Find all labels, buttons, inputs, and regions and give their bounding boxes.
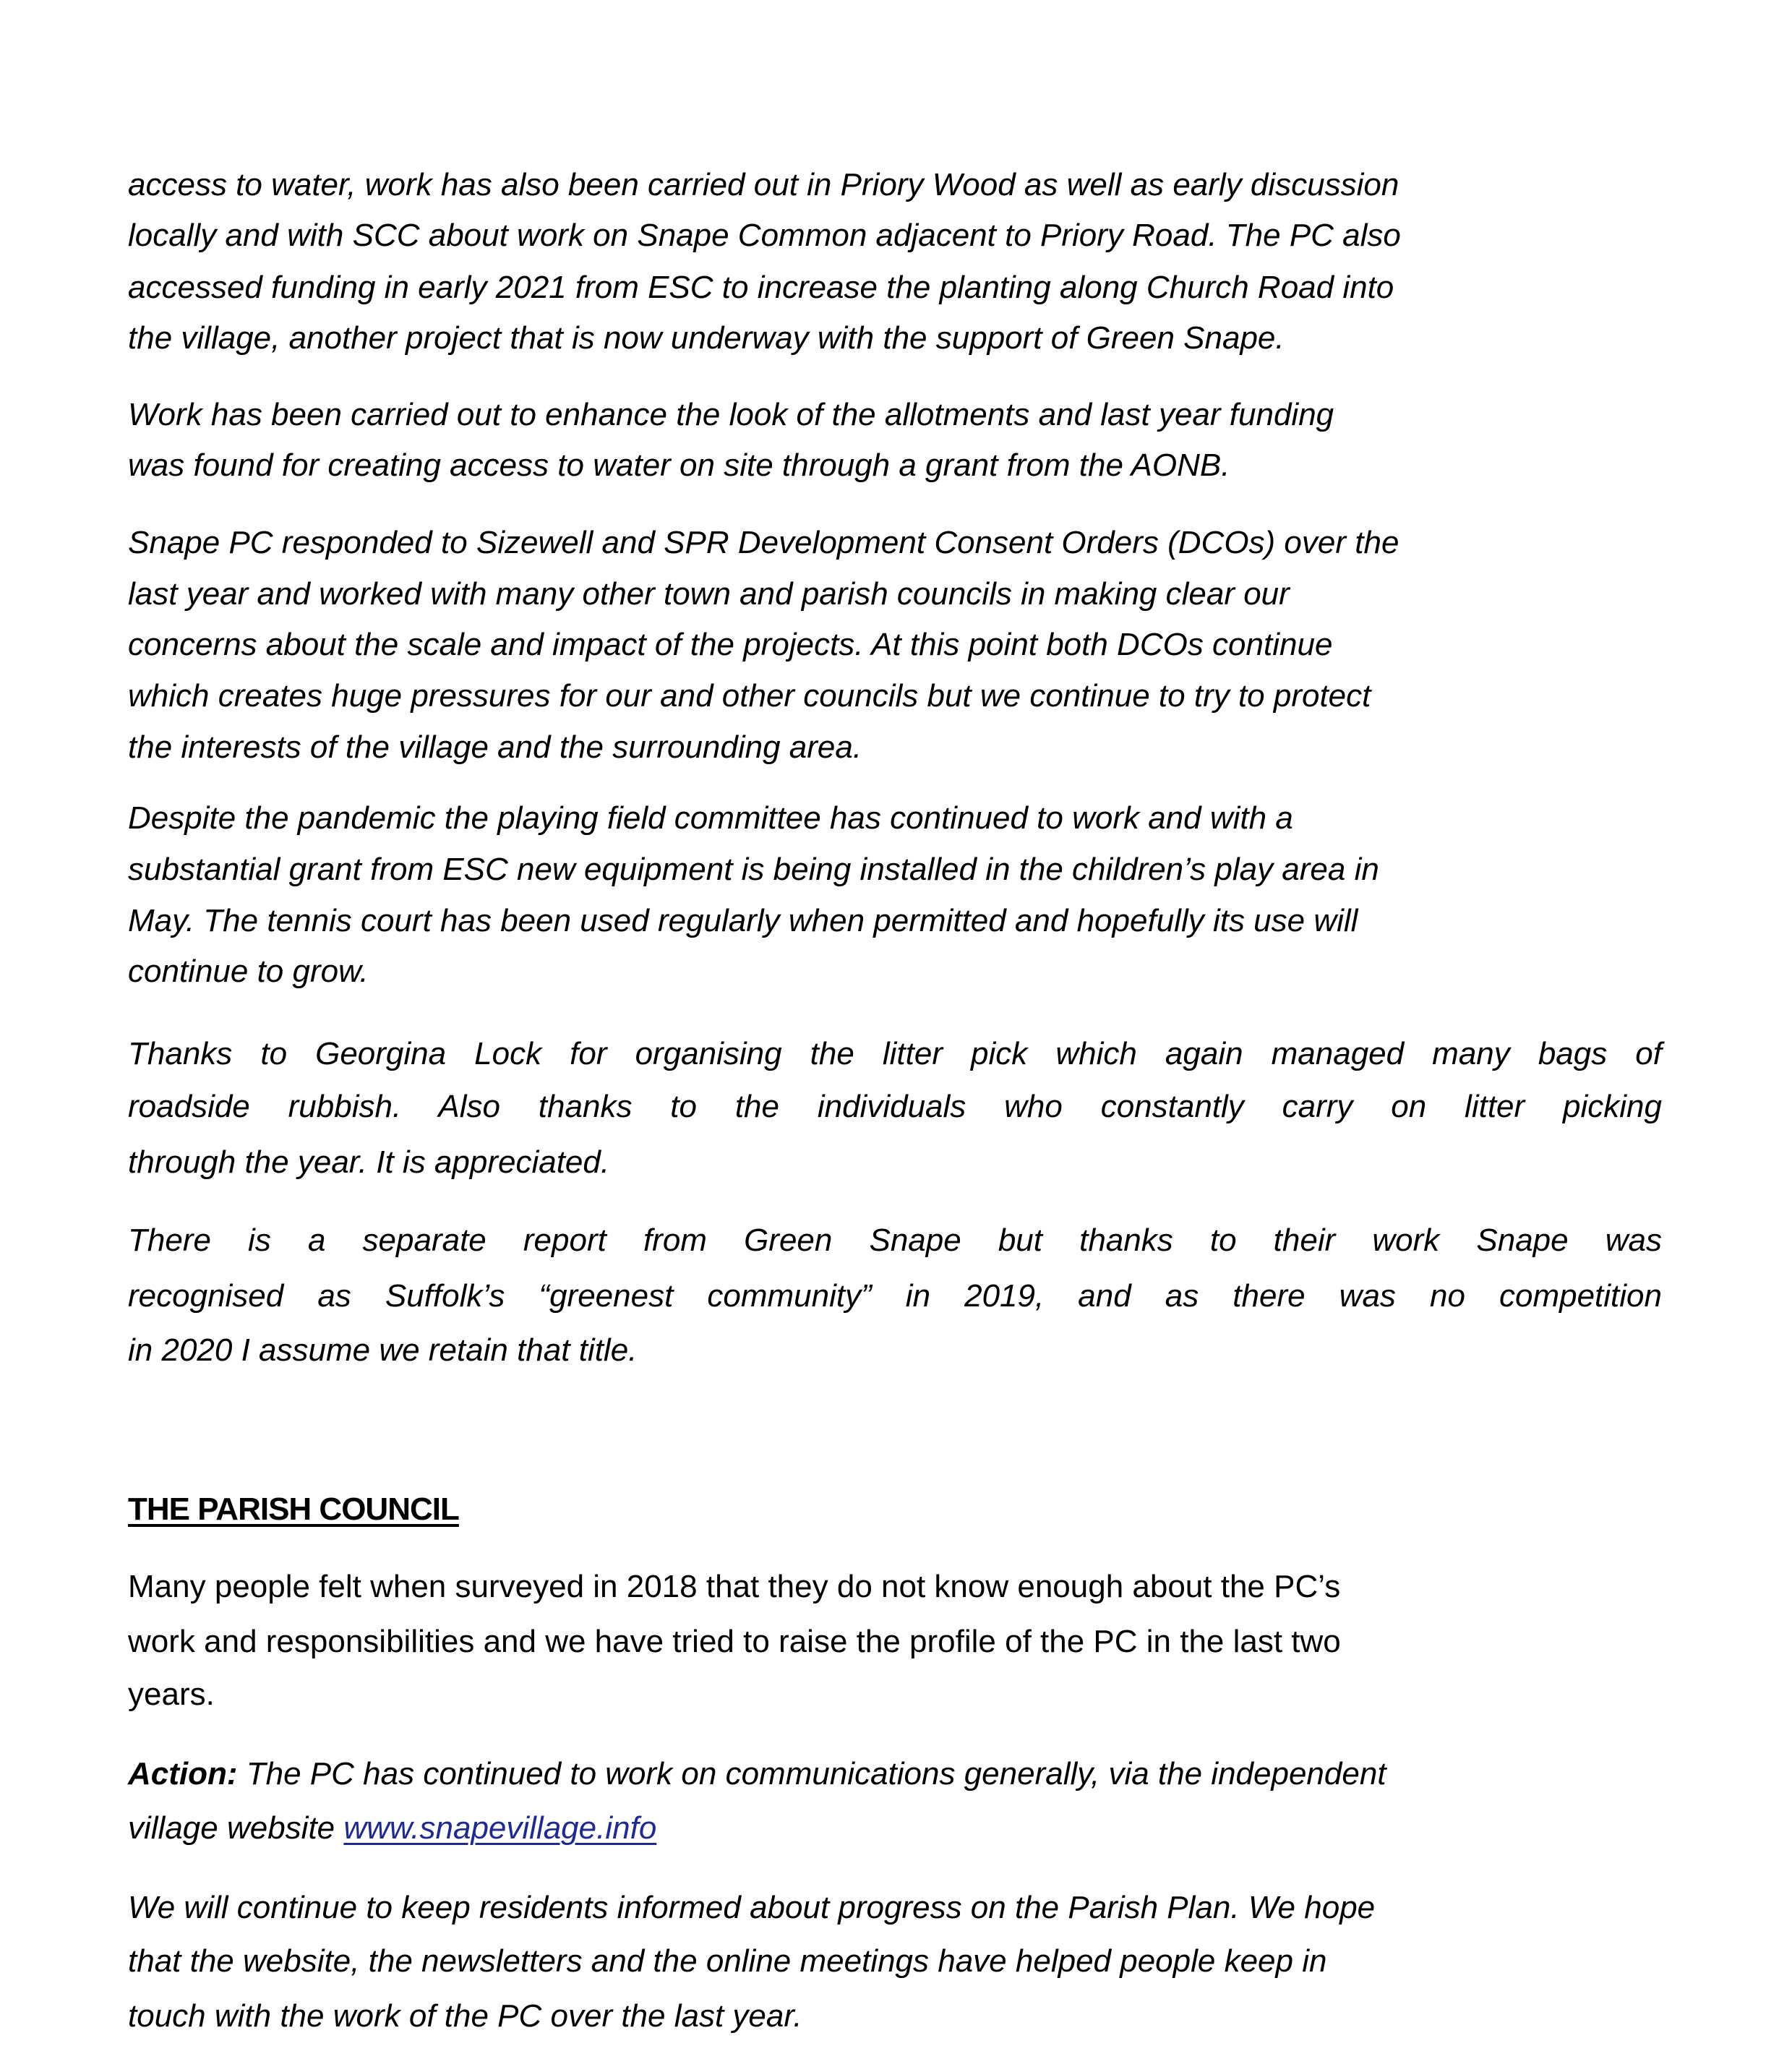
paragraph-1-line-4: the village, another project that is now underway with the support of Green Snape.	[128, 320, 1285, 356]
paragraph-1-line-3: accessed funding in early 2021 from ESC to increase the planting along Church Road into	[128, 270, 1394, 305]
website-link[interactable]: www.snapevillage.info	[343, 1810, 657, 1846]
action-label: Action:	[128, 1756, 238, 1791]
paragraph-3-line-1: Snape PC responded to Sizewell and SPR Development Consent Orders (DCOs) over the	[128, 525, 1399, 560]
paragraph-4-line-2: substantial grant from ESC new equipment is being installed in the children’s play area in	[128, 852, 1379, 887]
paragraph-4-line-3: May. The tennis court has been used regularly when permitted and hopefully its use will	[128, 903, 1358, 938]
action-text: The PC has continued to work on communications generally, via the independent	[237, 1756, 1386, 1791]
closing-line-1: We will continue to keep residents informed about progress on the Parish Plan. We hope	[128, 1890, 1376, 1925]
paragraph-3-line-4: which creates huge pressures for our and other councils but we continue to try to protect	[128, 678, 1371, 714]
intro-line-1: Many people felt when surveyed in 2018 that they do not know enough about the PC’s	[128, 1569, 1341, 1604]
paragraph-3-line-3: concerns about the scale and impact of the projects. At this point both DCOs continue	[128, 627, 1333, 662]
paragraph-3-line-2: last year and worked with many other town and parish councils in making clear our	[128, 576, 1290, 612]
paragraph-6-line-2: recognised as Suffolk’s “greenest community” in 2019, and as there was no competition	[128, 1278, 1662, 1314]
paragraph-5-line-2: roadside rubbish. Also thanks to the individuals who constantly carry on litter picking	[128, 1089, 1662, 1124]
paragraph-6-line-1: There is a separate report from Green Snape but thanks to their work Snape was	[128, 1223, 1662, 1258]
action-line-2	[128, 1807, 1662, 1850]
paragraph-1-line-2: locally and with SCC about work on Snape Common adjacent to Priory Road. The PC also	[128, 218, 1401, 253]
paragraph-5-line-1: Thanks to Georgina Lock for organising the litter pick which again managed many bags of	[128, 1036, 1662, 1071]
paragraph-2-line-2: was found for creating access to water on site through a grant from the AONB.	[128, 448, 1230, 483]
paragraph-5-line-3: through the year. It is appreciated.	[128, 1144, 610, 1180]
action-website-prefix: village website	[128, 1810, 344, 1846]
action-line-1	[128, 1752, 1662, 1796]
closing-line-2: that the website, the newsletters and the online meetings have helped people keep in	[128, 1943, 1327, 1979]
paragraph-4-line-1: Despite the pandemic the playing field committee has continued to work and with a	[128, 800, 1293, 836]
closing-line-3: touch with the work of the PC over the last year.	[128, 1998, 802, 2034]
paragraph-2-line-1: Work has been carried out to enhance the look of the allotments and last year funding	[128, 397, 1334, 432]
paragraph-3-line-5: the interests of the village and the surrounding area.	[128, 729, 862, 765]
intro-line-2: work and responsibilities and we have tried to raise the profile of the PC in the last two	[128, 1624, 1341, 1659]
section-heading: THE PARISH COUNCIL	[128, 1491, 459, 1527]
paragraph-4-line-4: continue to grow.	[128, 954, 369, 989]
paragraph-6-line-3: in 2020 I assume we retain that title.	[128, 1332, 638, 1368]
paragraph-1-line-1: access to water, work has also been carried out in Priory Wood as well as early discussion	[128, 167, 1399, 202]
intro-line-3: years.	[128, 1677, 215, 1712]
